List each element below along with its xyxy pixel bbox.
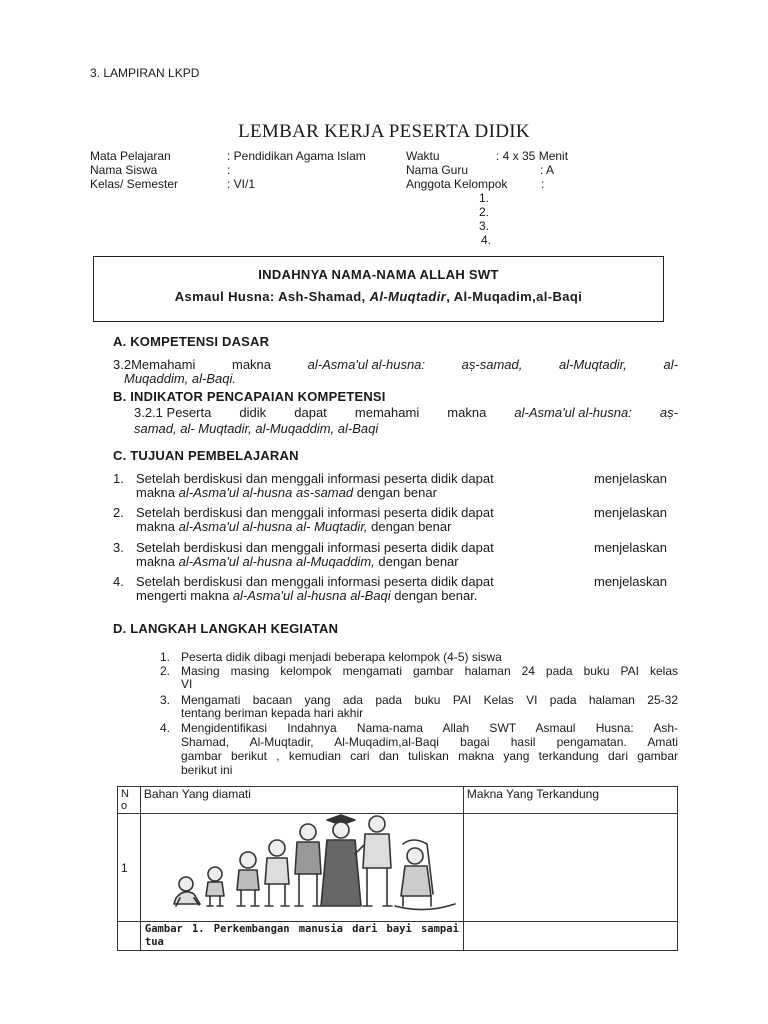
table-header-row (118, 787, 678, 814)
row-number: 1 (118, 814, 141, 922)
goal-line2 (136, 588, 477, 603)
info-value-subject: : Pendidikan Agama Islam (227, 149, 366, 163)
step-number: 4. (160, 721, 171, 735)
step-number: 2. (160, 664, 171, 678)
goal-post: dengan benar (367, 519, 452, 534)
goal-line2 (136, 554, 459, 569)
section-a-num: 3.2 (113, 357, 132, 372)
header-bahan: Bahan Yang diamati (140, 787, 463, 814)
goal-line2 (136, 485, 437, 500)
section-a-word-1: Memahami (131, 357, 196, 372)
goal-line2 (136, 519, 451, 534)
child-figure (237, 852, 259, 906)
header-no (118, 787, 141, 814)
goal-italic: al-Asma'ul al-husna as-samad (178, 485, 354, 500)
goal-number: 3. (113, 540, 124, 555)
section-a-word-5: al-Muqtadir, (558, 357, 627, 372)
goal-pre: makna (136, 519, 179, 534)
caption-meaning-cell[interactable] (463, 922, 677, 951)
goal-italic: al-Asma'ul al-husna al-Muqaddim, (178, 554, 375, 569)
info-label-student: Nama Siswa (90, 163, 158, 177)
step-line: Peserta didik dibagi menjadi beberapa kelompok (4-5) siswa (181, 650, 502, 664)
info-value-class: : VI/1 (227, 177, 256, 191)
section-b-line2-text: samad, al- Muqtadir, al-Muqaddim, al-Baqi (134, 421, 379, 436)
goal-number: 2. (113, 505, 124, 520)
section-b-heading: B. INDIKATOR PENCAPAIAN KOMPETENSI (113, 389, 386, 404)
goal-post: dengan benar. (390, 588, 478, 603)
section-b-word-5: makna (447, 405, 487, 420)
caption-empty-cell (118, 922, 141, 951)
meaning-cell[interactable] (463, 814, 677, 922)
table-row (118, 814, 678, 922)
section-c-heading: C. TUJUAN PEMBELAJARAN (113, 448, 299, 463)
section-b-line2 (134, 421, 378, 436)
info-value-teacher: : A (540, 163, 555, 177)
baby-figure (174, 877, 200, 906)
info-label-time: Waktu (406, 149, 440, 163)
section-a-word (113, 357, 195, 372)
elder-figure (395, 840, 455, 910)
member-2: 2. (479, 205, 490, 219)
step-line: tentang beriman kepada hari akhir (181, 706, 364, 720)
goal-pre: makna (136, 485, 179, 500)
info-value-student: : (227, 163, 231, 177)
goal-post: dengan benar (374, 554, 459, 569)
info-value-group: : (541, 177, 545, 191)
section-b-line1 (134, 405, 678, 420)
section-a-word-2: makna (232, 357, 272, 372)
section-d-heading: D. LANGKAH LANGKAH KEGIATAN (113, 621, 339, 636)
step-line: Masing masing kelompok mengamati gambar halaman 24 pada buku PAI kelas (181, 664, 678, 678)
info-label-teacher: Nama Guru (406, 163, 469, 177)
header-makna: Makna Yang Terkandung (463, 787, 677, 814)
member-1: 1. (479, 191, 490, 205)
image-cell (140, 814, 463, 922)
member-3: 3. (479, 219, 490, 233)
topic-title: INDAHNYA NAMA-NAMA ALLAH SWT (258, 267, 499, 282)
goal-line1: Setelah berdiskusi dan menggali informasi peserta didik dapat (136, 540, 494, 555)
step-number: 1. (160, 650, 171, 664)
step-line: Shamad, Al-Muqtadir, Al-Muqadim,al-Baqi bagai hasil pengamatan. Amati (181, 735, 678, 749)
step-line: berikut ini (181, 763, 233, 777)
goal-number: 1. (113, 471, 124, 486)
goal-line1: Setelah berdiskusi dan menggali informasi peserta didik dapat (136, 505, 494, 520)
section-a-word-3: al-Asma'ul al-husna: (307, 357, 426, 372)
goal-line1-end: menjelaskan (594, 540, 667, 555)
header-no-text: No (121, 788, 129, 812)
goal-line1: Setelah berdiskusi dan menggali informasi peserta didik dapat (136, 574, 494, 589)
member-4: 4. (481, 233, 492, 247)
step-number: 3. (160, 693, 171, 707)
goal-line1-end: menjelaskan (594, 471, 667, 486)
section-a-line1 (113, 357, 678, 372)
section-a-heading: A. KOMPETENSI DASAR (113, 334, 270, 349)
goal-italic: al-Asma'ul al-husna al- Muqtadir, (178, 519, 368, 534)
section-b-word-4: memahami (354, 405, 420, 420)
topic-subtitle-post: , Al-Muqadim,al-Baqi (446, 289, 583, 304)
section-a-line2 (124, 371, 236, 386)
info-label-class: Kelas/ Semester (90, 177, 179, 191)
table-caption-row (118, 922, 678, 951)
goal-line1-end: menjelaskan (594, 574, 667, 589)
info-value-time: : 4 x 35 Menit (496, 149, 569, 163)
goal-line1-end: menjelaskan (594, 505, 667, 520)
section-b-word-3: dapat (294, 405, 327, 420)
goal-line1: Setelah berdiskusi dan menggali informasi peserta didik dapat (136, 471, 494, 486)
observation-table (117, 786, 678, 951)
section-b-word-6: al-Asma'ul al-husna: (514, 405, 632, 420)
step-line: gambar berikut , kemudian cari dan tuliskan makna yang terkandung dari gambar (181, 749, 678, 763)
page-title: LEMBAR KERJA PESERTA DIDIK (238, 121, 530, 142)
image-caption: Gambar 1. Perkembangan manusia dari bayi sampai tua (140, 922, 463, 951)
topic-subtitle-pre: Asmaul Husna: Ash-Shamad, (174, 289, 370, 304)
goal-number: 4. (113, 574, 124, 589)
appendix-heading: 3. LAMPIRAN LKPD (90, 66, 200, 80)
step-line: Mengidentifikasi Indahnya Nama-nama Allah SWT Asmaul Husna: Ash- (181, 721, 678, 735)
goal-pre: makna (136, 554, 179, 569)
section-a-word-4: aṣ-samad, (461, 357, 523, 372)
goal-pre: mengerti makna (136, 588, 233, 603)
section-a-line2-text: Muqaddim, al-Baqi. (124, 371, 236, 386)
goal-post: dengan benar (353, 485, 437, 500)
step-line: Mengamati bacaan yang ada pada buku PAI Kelas VI pada halaman 25-32 (181, 693, 678, 707)
section-b-word-1: 3.2.1 Peserta (134, 405, 212, 420)
section-b-word-7: aṣ- (659, 405, 678, 420)
info-label-subject: Mata Pelajaran (90, 149, 171, 163)
teen-figure (295, 824, 321, 906)
topic-subtitle (93, 289, 664, 304)
adult-figure (363, 816, 392, 906)
human-development-illustration (141, 814, 463, 918)
section-b-word-2: didik (239, 405, 267, 420)
step-line: VI (181, 677, 193, 691)
topic-subtitle-italic: Al-Muqtadir (369, 289, 447, 304)
toddler-figure (206, 867, 224, 906)
info-label-group: Anggota Kelompok (406, 177, 508, 191)
boy-figure (265, 840, 289, 906)
goal-italic: al-Asma'ul al-husna al-Baqi (232, 588, 391, 603)
section-a-word-6: al- (663, 357, 678, 372)
graduate-figure (321, 815, 367, 906)
